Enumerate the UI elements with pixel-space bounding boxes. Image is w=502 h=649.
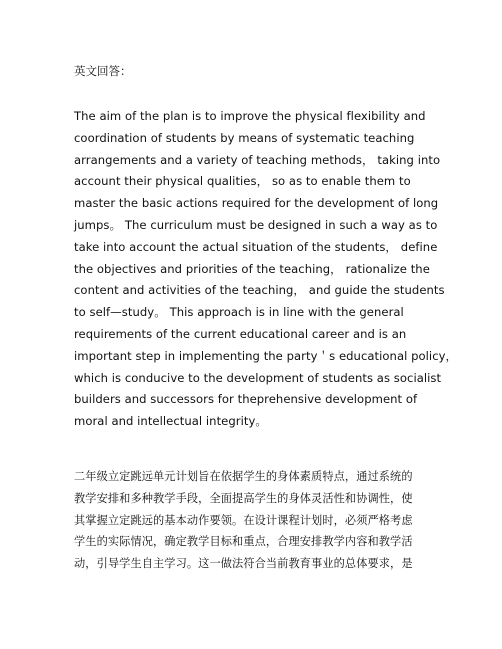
paragraph-line: requirements of the current educational career and is an (74, 326, 407, 341)
chinese-paragraph (74, 466, 444, 575)
paragraph-line: take into account the actual situation of the students， define (74, 239, 438, 254)
section-heading: 英文回答： (74, 64, 132, 78)
paragraph-line: important step in implementing the party＇s educational policy， (74, 348, 458, 363)
paragraph-line: 教学安排和多种教学手段，全面提高学生的身体灵活性和协调性，使 (74, 491, 413, 505)
paragraph-line: The aim of the plan is to improve the physical flexibility and (74, 109, 426, 123)
paragraph-line: coordination of students by means of systematic teaching (74, 130, 415, 145)
paragraph-line: account their physical qualities， so as to enable them to (74, 174, 411, 189)
paragraph-line: 二年级立定跳远单元计划旨在依据学生的身体素质特点，通过系统的 (74, 470, 413, 483)
paragraph-line: jumps。 The curriculum must be designed in such a way as to (74, 217, 438, 232)
paragraph-line: arrangements and a variety of teaching methods， taking into (74, 152, 441, 167)
paragraph-line: content and activities of the teaching， and guide the students (74, 283, 445, 298)
paragraph-line: the objectives and priorities of the teaching， rationalize the (74, 261, 430, 276)
paragraph-line: which is conducive to the development of students as socialist (74, 370, 442, 385)
paragraph-line: moral and intellectual integrity。 (74, 414, 268, 429)
paragraph-line: 学生的实际情况，确定教学目标和重点，合理安排教学内容和教学活 (74, 535, 413, 549)
english-paragraph (74, 106, 458, 433)
paragraph-line: master the basic actions required for the development of long (74, 196, 439, 211)
paragraph-line: to self—study。 This approach is in line with the general (74, 305, 404, 320)
paragraph-line: 动，引导学生自主学习。这一做法符合当前教育事业的总体要求，是 (74, 557, 413, 571)
paragraph-line: 其掌握立定跳远的基本动作要领。在设计课程计划时，必须严格考虑 (74, 513, 413, 527)
paragraph-line: builders and successors for theprehensive development of (74, 392, 418, 407)
